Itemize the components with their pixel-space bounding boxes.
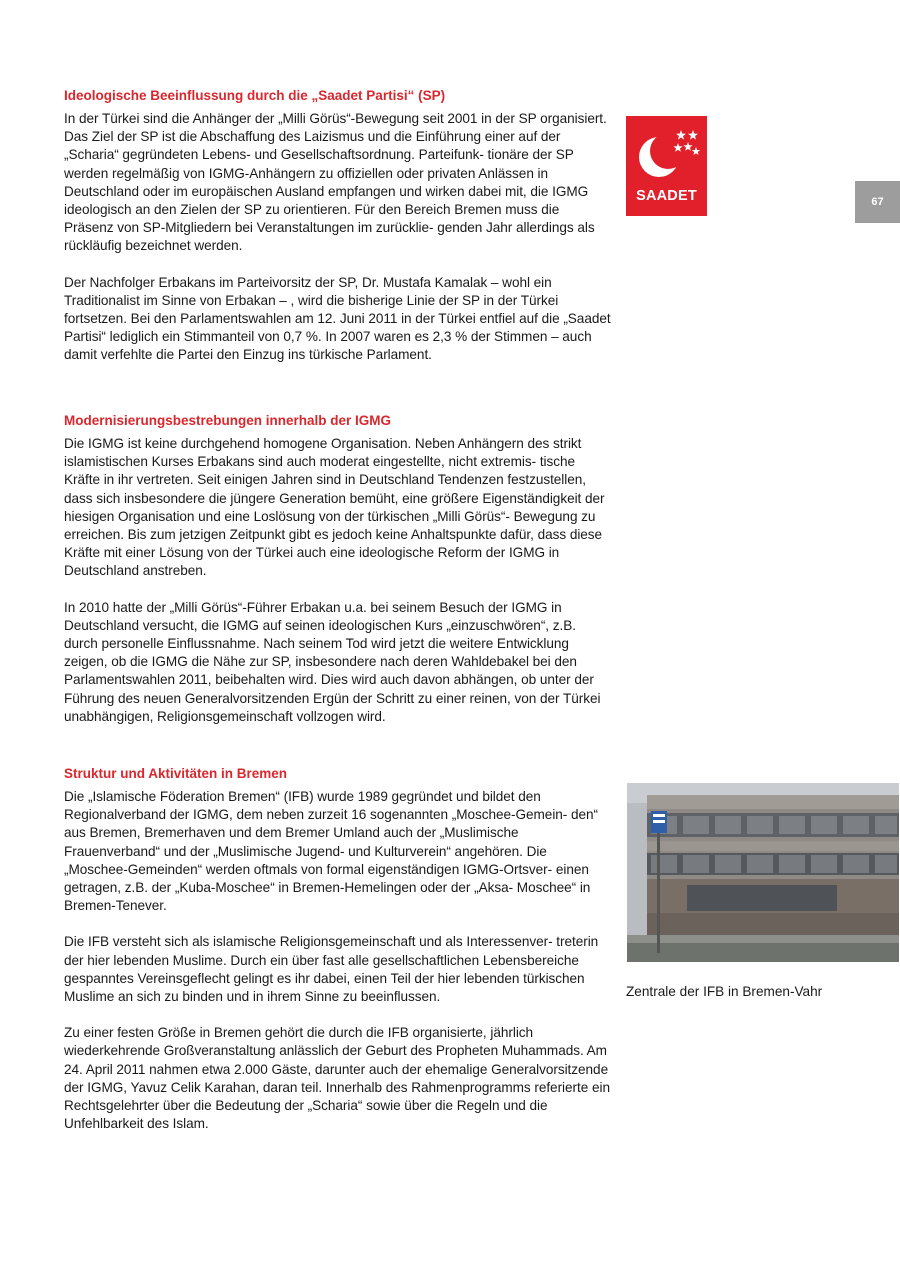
page-number: 67 <box>871 196 884 208</box>
section-heading: Modernisierungsbestrebungen innerhalb der IGMG <box>64 413 392 428</box>
paragraph: Zu einer festen Größe in Bremen gehört die durch die IFB organisierte, jährlich wiederkehrende Großveranstaltung anlässlich der Geburt des Propheten Muhammads. Am 24. April 2011 nahmen etwa 2.000 Gäste, darunter auch der ehemalige Generalvorsitzende der IGMG, Yavuz Celik Karahan, daran teil. Innerhalb des Rahmenprogramms referierte ein Rechtsgelehrter über die Bedeutung der „Scharia“ sowie über die Regeln und die Unfehlbarkeit des Islam. <box>64 1025 610 1132</box>
paragraph: In der Türkei sind die Anhänger der „Milli Görüs“-Bewegung seit 2001 in der SP organisiert. Das Ziel der SP ist die Abschaffung des Laizismus und die Einführung einer auf der „Scharia“ gegründeten Lebens- und Gesellschaftsordnung. Parteifunk- tionäre der SP werden regelmäßig von IGMG-Anhängern zu offiziellen oder privaten Anlässen in Deutschland oder im europäischen Ausland empfangen und wirken dabei mit, die IGMG ideologisch an den Zielen der SP zu orientieren. Für den Bereich Bremen muss die Präsenz von SP-Mitgliedern bei Veranstaltungen im zurücklie- genden Jahr allerdings als rückläufig bezeichnet werden. <box>64 111 607 254</box>
paragraph: Die IGMG ist keine durchgehend homogene Organisation. Neben Anhängern des strikt islamistischen Kurses Erbakans sind auch moderat eingestellte, nicht extremis- tische Kräfte in ihr vertreten. Seit einigen Jahren sind in Deutschland Tendenzen festzustellen, dass sich insbesondere die jüngere Generation bemüht, eine größere Eigenständigkeit der hiesigen Organisation und eine Loslösung von der türkischen „Milli Görüs“- Bewegung zu erreichen. Bis zum jetzigen Zeitpunkt gibt es jedoch keine Anhaltspunkte dafür, dass diese Kräfte mit einer Lösung von der Türkei auch eine ideologische Reform der IGMG in Deutschland anstreben. <box>64 436 605 579</box>
photo-caption: Zentrale der IFB in Bremen-Vahr <box>626 984 823 999</box>
section-heading: Ideologische Beeinflussung durch die „Saadet Partisi“ (SP) <box>64 88 446 103</box>
section-modernisierung <box>64 412 612 726</box>
paragraph: Die IFB versteht sich als islamische Religionsgemeinschaft und als Interessenver- treterin der hier lebenden Muslime. Durch ein über fast alle gesellschaftlichen Lebensbereiche gespanntes Vereinsgeflecht gelingt es ihr dabei, einen Teil der hier lebenden türkischen Muslime an sich zu binden und in ihrem Sinne zu beeinflussen. <box>64 934 599 1005</box>
section-struktur-bremen <box>64 765 612 1133</box>
paragraph: Die „Islamische Föderation Bremen“ (IFB) wurde 1989 gegründet und bildet den Regionalverband der IGMG, dem neben zurzeit 16 sogenannten „Moschee-Gemein- den“ aus Bremen, Bremerhaven und dem Bremer Umland auch der „Muslimische Frauenverband“ und der „Muslimische Jugend- und Kulturverein“ angehören. Die „Moschee-Gemeinden“ werden oftmals von formal eigenständigen IGMG-Ortsver- einen getragen, z.B. der „Kuba-Moschee“ in Bremen-Hemelingen oder der „Aksa- Moschee“ in Bremen-Tenever. <box>64 789 599 914</box>
paragraph: Der Nachfolger Erbakans im Parteivorsitz der SP, Dr. Mustafa Kamalak – wohl ein Traditionalist im Sinne von Erbakan – , wird die bisherige Linie der SP in der Türkei fortsetzen. Bei den Parlamentswahlen am 12. Juni 2011 in der Türkei entfiel auf die „Saadet Partisi“ lediglich ein Stimmanteil von 0,7 %. In 2007 waren es 2,3 % der Stimmen – auch damit verfehlte die Partei den Einzug ins türkische Parlament. <box>64 274 611 363</box>
saadet-logo <box>626 116 707 216</box>
page-number-tab <box>855 181 900 223</box>
section-saadet-partisi <box>64 87 612 365</box>
ifb-building-photo <box>627 783 899 962</box>
section-heading: Struktur und Aktivitäten in Bremen <box>64 766 288 781</box>
paragraph: In 2010 hatte der „Milli Görüs“-Führer Erbakan u.a. bei seinem Besuch der IGMG in Deutschland versucht, die IGMG auf seinen ideologischen Kurs „einzuschwören“, z.B. durch personelle Einflussnahme. Nach seinem Tod wird jetzt die weitere Entwicklung zeigen, ob die IGMG die Nähe zur SP, insbesondere nach deren Wahldebakel bei den Parlamentswahlen 2011, beibehalten wird. Dies wird auch davon abhängen, ob unter der Führung des neuen Generalvorsitzenden Ergün der Schritt zu einer reinen, von der Türkei unabhängigen, Religionsgemeinschaft vollzogen wird. <box>64 599 601 724</box>
logo-text: SAADET <box>636 188 697 204</box>
